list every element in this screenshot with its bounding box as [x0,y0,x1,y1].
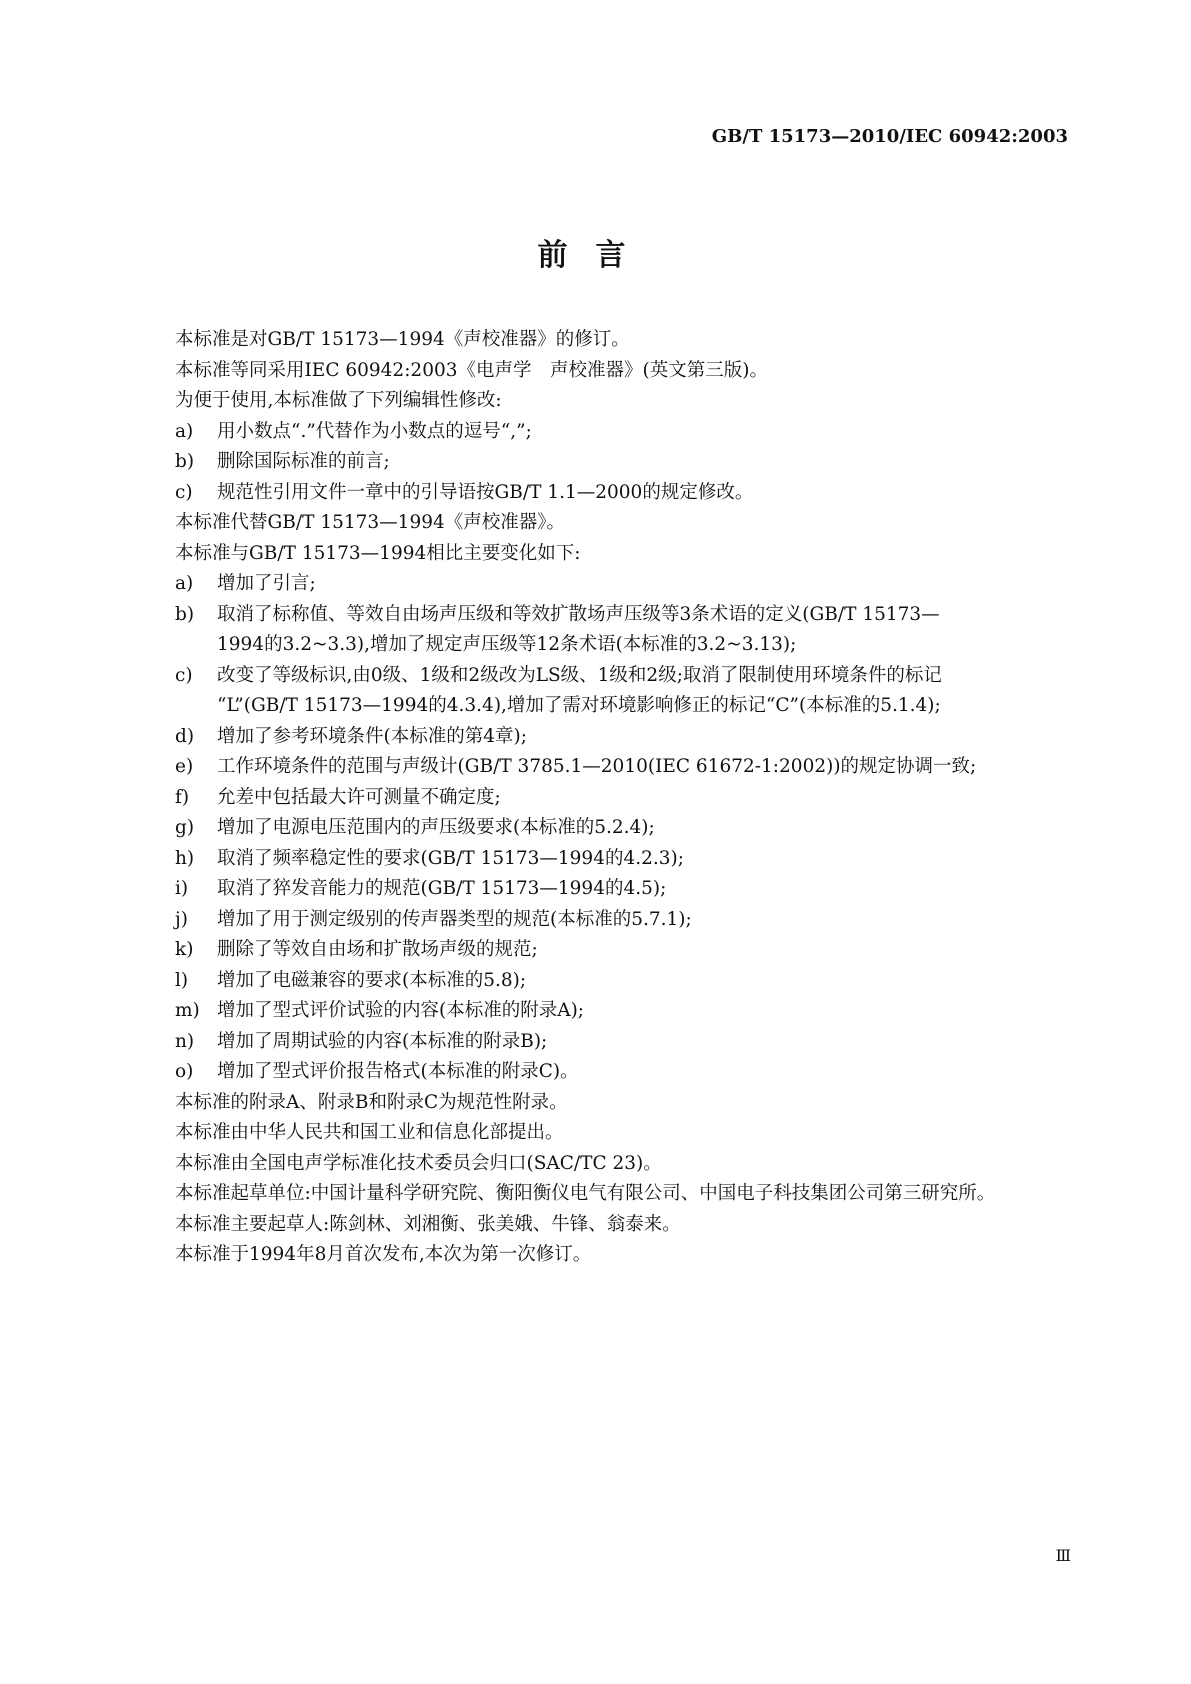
change-item [120,722,1066,753]
closing-paragraph: 本标准的附录A、附录B和附录C为规范性附录。 [175,1091,568,1113]
intro-paragraph-1: 本标准是对GB/T 15173—1994《声校准器》的修订。 [175,329,630,350]
change-item-text: 取消了标称值、等效自由场声压级和等效扩散场声压级等3条术语的定义(GB/T 15173— [217,603,940,625]
change-item [120,813,1066,844]
closing-paragraph: 本标准主要起草人:陈剑林、刘湘衡、张美娥、牛锋、翁泰来。 [175,1213,681,1235]
change-item-label: h) [175,847,195,869]
edit-item-label: a) [175,420,194,442]
intro-paragraph-2: 本标准等同采用IEC 60942:2003《电声学 声校准器》(英文第三版)。 [175,359,768,381]
change-item [120,874,1066,905]
change-item [120,1027,1066,1058]
change-item-text: 增加了用于测定级别的传声器类型的规范(本标准的5.7.1); [217,908,692,930]
edit-item-text: 规范性引用文件一章中的引导语按GB/T 1.1—2000的规定修改。 [217,481,754,503]
change-item-label: c) [175,664,193,686]
change-item-label: n) [175,1030,195,1052]
change-item-label: l) [175,969,189,991]
change-item-continuation: 1994的3.2~3.3),增加了规定声压级等12条术语(本标准的3.2~3.13); [217,634,797,655]
change-item [120,935,1066,966]
change-item-continuation: “L”(GB/T 15173—1994的4.3.4),增加了需对环境影响修正的标记“C”(本标准的5.1.4); [217,695,941,716]
change-item-label: i) [175,878,189,899]
change-item-label: k) [175,939,194,960]
change-item-text: 增加了周期试验的内容(本标准的附录B); [217,1030,548,1052]
edit-item [120,447,1066,478]
change-item-text: 增加了型式评价试验的内容(本标准的附录A); [217,1000,585,1021]
change-item [120,752,1066,783]
change-item-label: b) [175,603,195,625]
change-item [120,661,1066,692]
change-item [120,844,1066,875]
change-item-label: d) [175,725,195,747]
change-item [120,966,1066,997]
closing-paragraph: 本标准由全国电声学标准化技术委员会归口(SAC/TC 23)。 [175,1152,662,1174]
document-body [120,325,1066,1271]
edit-item-label: b) [175,451,195,472]
change-item-text: 增加了型式评价报告格式(本标准的附录C)。 [217,1061,579,1082]
closing-paragraph: 本标准于1994年8月首次发布,本次为第一次修订。 [175,1244,592,1265]
change-item [120,600,1066,631]
edit-item-text: 用小数点“.”代替作为小数点的逗号“,”; [217,420,532,442]
edit-item [120,417,1066,448]
change-item-label: f) [175,786,190,808]
change-item-text: 允差中包括最大许可测量不确定度; [217,786,501,808]
standard-number-header: GB/T 15173—2010/IEC 60942:2003 [711,126,1068,147]
closing-paragraph: 本标准由中华人民共和国工业和信息化部提出。 [175,1122,564,1143]
change-item-text: 删除了等效自由场和扩散场声级的规范; [217,939,538,960]
change-item-text: 增加了引言; [217,573,316,594]
change-item-text: 改变了等级标识,由0级、1级和2级改为LS级、1级和2级;取消了限制使用环境条件的标记 [217,664,942,686]
page-title: 前言 [537,238,654,273]
change-item-label: a) [175,573,194,594]
change-item-text: 增加了电源电压范围内的声压级要求(本标准的5.2.4); [217,817,655,838]
change-item-text: 增加了电磁兼容的要求(本标准的5.8); [217,969,527,991]
edit-item [120,478,1066,509]
change-item-label: m) [175,1000,200,1021]
intro-paragraph-3: 为便于使用,本标准做了下列编辑性修改: [175,390,502,411]
drafting-units-paragraph: 本标准起草单位:中国计量科学研究院、衡阳衡仪电气有限公司、中国电子科技集团公司第三研究所。 [175,1183,996,1204]
change-item [120,996,1066,1027]
change-item-label: o) [175,1061,194,1082]
change-item [120,1057,1066,1088]
change-item-label: j) [175,908,188,930]
change-item-text: 取消了猝发音能力的规范(GB/T 15173—1994的4.5); [217,878,667,899]
change-item-label: e) [175,756,194,777]
change-item [120,783,1066,814]
edit-item-label: c) [175,481,193,503]
changes-intro-paragraph: 本标准与GB/T 15173—1994相比主要变化如下: [175,542,581,564]
change-item-text: 取消了频率稳定性的要求(GB/T 15173—1994的4.2.3); [217,847,684,869]
change-item-text: 工作环境条件的范围与声级计(GB/T 3785.1—2010(IEC 61672-1:2002))的规定协调一致; [217,756,977,777]
edit-item-text: 删除国际标准的前言; [217,451,390,472]
change-item-text: 增加了参考环境条件(本标准的第4章); [217,725,527,747]
replaces-paragraph: 本标准代替GB/T 15173—1994《声校准器》。 [175,512,566,533]
change-item [120,905,1066,936]
page-number: Ⅲ [1055,1546,1071,1565]
change-item-label: g) [175,817,195,838]
change-item [120,569,1066,600]
